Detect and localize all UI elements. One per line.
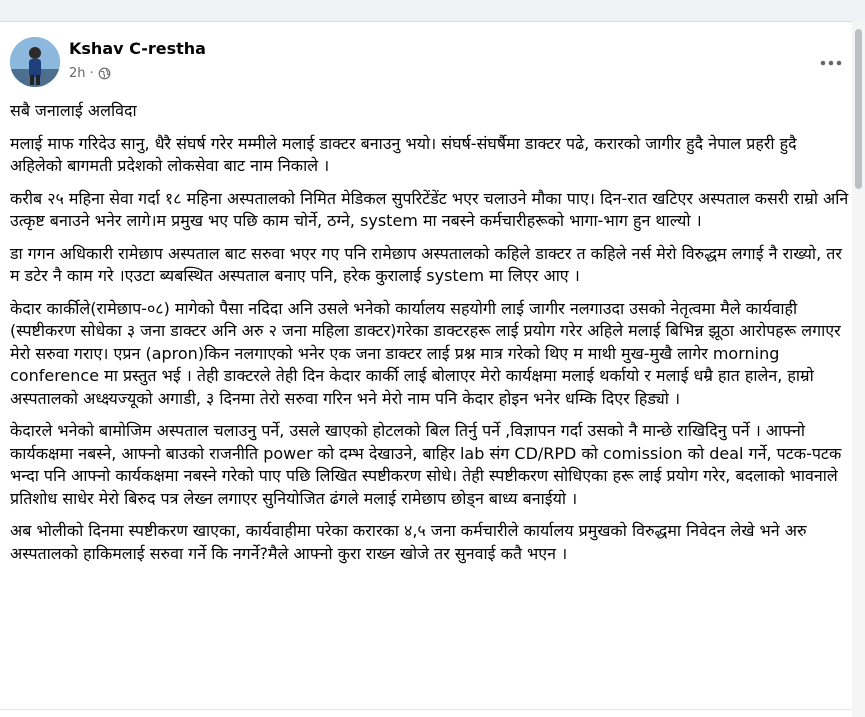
post-paragraph-6: अब भोलीको दिनमा स्पष्टीकरण खाएका, कार्यवाहीमा परेका करारका ४,५ जना कर्मचारीले कार्यालय प्रमुखको विरुद्धमा निवेदन लेखे भने अरु अस्पतालको हाकिमलाई सरुवा गर्ने कि नगर्ने?मैले आफ्नो कुरा राख्न खोजे तर सुनवाई कतै भएन । <box>10 521 807 563</box>
more-options-button[interactable] <box>813 50 849 70</box>
post-paragraph-4: केदार कार्कीले(रामेछाप-०८) मागेको पैसा नदिदा अनि उसले भनेको कार्यालय सहयोगी लाई जागीर नलगाउदा उसको नेतृत्वमा मैले कार्यवाही (स्पष्टीकरण सोधेका ३ जना डाक्टर अनि अरु २ जना महिला डाक्टर)गरेका डाक्टरहरू लाई प्रयोग गरेर अहिले मलाई बिभिन्न झूठा आरोपहरू लगाएर मेरो सरुवा गराए। एप्रन (apron)किन नलगाएको भनेर एक जना डाक्टर लाई प्रश्न मात्र गरेको थिए म माथी मुख-मुखै लागेर morning conference मा प्रस्तुत भई । तेही डाक्टरले तेही दिन केदार कार्की लाई बोलाएर मेरो कार्यक्षमा मलाई थर्कायो र मलाई धम्रै हात हालेन, हाम्रो अस्पतालको अध्क्ष्यज्यूको अगाडी, ३ दिनमा तेरो सरुवा गरिन भने मेरो नाम पनि केदार होइन भनेर धम्कि दिएर हिड्यो । <box>10 298 841 408</box>
author-name[interactable]: Kshav C-restha <box>69 39 206 58</box>
post-body <box>10 100 852 575</box>
meta-separator: · <box>89 66 94 81</box>
more-horizontal-icon <box>820 51 842 70</box>
post-paragraph-1: मलाई माफ गरिदेउ सानु, धैरै संघर्ष गरेर मम्मीले मलाई डाक्टर बनाउनु भयो। संघर्ष-संघर्षैमा डाक्टर पढे, करारको जागीर हुदै नेपाल प्रहरी हुदै अहिलेको बागमती प्रदेशको लोकसेवा बाट नाम निकाले । <box>10 133 797 175</box>
globe-icon <box>98 67 111 80</box>
post-paragraph-5: केदारले भनेको बामोजिम अस्पताल चलाउनु पर्ने, उसले खाएको होटलको बिल तिर्नु पर्ने ,विज्ञापन गर्दा उसको नै मान्छे राखिदिनु पर्ने । आफ्नो कार्यकक्षमा नबस्ने, आफ्नो बाउको राजनीति power को दम्भ देखाउने, बाहिर lab संग CD/RPD को comission को deal गर्ने, पटक-पटक भन्दा पनि आफ्नो कार्यकक्षमा नबस्ने गरेको पाए पछि लिखित स्पष्टीकरण सोधे। तेही स्पष्टीकरण सोधिएका हरू लाई प्रयोग गरेर, बदलाको भावनाले प्रतिशोध साधेर मेरो बिरुद पत्र लेख्न लगाएर सुनियोजित ढंगले मलाई रामेछाप छोड्न बाध्य बनाईयो । <box>10 421 842 508</box>
post-meta <box>69 66 111 81</box>
vertical-scrollbar[interactable] <box>852 21 865 717</box>
post-footer-edge <box>0 709 852 717</box>
avatar-image <box>10 37 60 87</box>
post-paragraph-3: डा गगन अधिकारी रामेछाप अस्पताल बाट सरुवा भएर गए पनि रामेछाप अस्पतालको कहिले डाक्टर त कहिले नर्स मेरो विरुद्धम लगाई नै राख्यो, तर म डटेर नै काम गरे ।एउटा ब्यबस्थित अस्पताल बनाए पनि, हरेक कुरालाई system मा लिएर आए । <box>10 243 842 285</box>
top-strip <box>0 0 865 21</box>
author-avatar[interactable] <box>10 37 60 87</box>
post-card <box>0 21 852 717</box>
post-header <box>0 22 852 92</box>
scrollbar-thumb[interactable] <box>855 29 862 189</box>
post-paragraph-greeting: सबै जनालाई अलविदा <box>10 101 137 120</box>
post-paragraph-2: करीब २५ महिना सेवा गर्दा १८ महिना अस्पतालको निमित मेडिकल सुपरिटेंडेंट भएर चलाउने मौका पाए। दिन-रात खटिएर अस्पताल कसरी राम्रो अनि उत्कृष्ट बनाउने भनेर लागे।म प्रमुख भए पछि काम चोर्ने, ठग्ने, system मा नबस्ने कर्मचारीहरूको भागा-भाग हुन थाल्यो । <box>10 188 849 230</box>
post-time[interactable]: 2h <box>69 66 86 81</box>
